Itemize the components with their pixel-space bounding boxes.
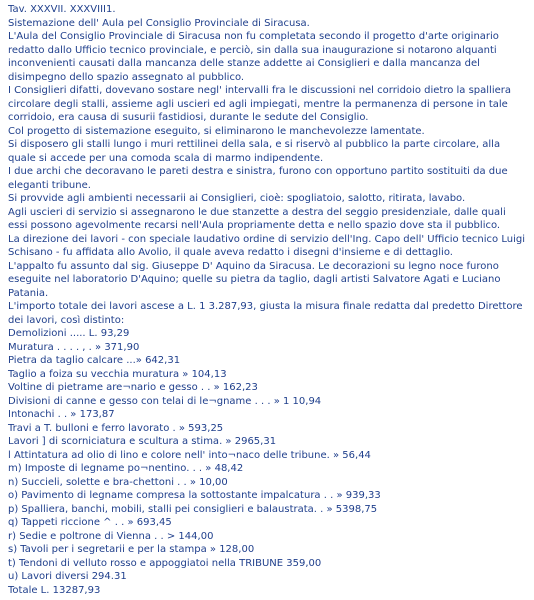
list-item: Pietra da taglio calcare ...» 642,31 [8,355,181,366]
list-item: Lavori ] di scorniciatura e scultura a stima. » 2965,31 [8,436,277,447]
list-item: Demolizioni ..... L. 93,29 [8,328,130,339]
list-item: Voltine di pietrame are¬nario e gesso . . » 162,23 [8,382,258,393]
list-item: n) Succieli, solette e bra-chettoni . . » 10,00 [8,476,228,488]
list-item: m) Imposte di legname po¬nentino. . . » 48,42 [8,463,244,474]
list-item: q) Tappeti riccione ^ . . » 693,45 [8,517,172,528]
list-item: Taglio a foiza su vecchia muratura » 104,13 [8,368,227,380]
list-item: r) Sedie e poltrone di Vienna . . > 144,00 [8,530,214,542]
list-item: l Attintatura ad olio di lino e colore nell' into¬naco delle tribune. » 56,44 [8,449,371,461]
paragraph: La direzione dei lavori - con speciale laudativo ordine di servizio dell'Ing. Capo dell' Ufficio tecnico Luigi Schisano - fu affidata allo Avolio, il quale aveva redatto i disegni d'insieme e di dettaglio. [8,233,525,258]
paragraph: L'importo totale dei lavori ascese a L. 1 3.287,93, giusta la misura finale redatta dal predetto Direttore dei lavori, così distinto: [8,301,523,326]
list-item: Muratura . . . . , . » 371,90 [8,341,140,353]
total-line: Totale L. 13287,93 [8,584,101,596]
list-item: o) Pavimento di legname compresa la sottostante impalcatura . . » 939,33 [8,490,381,501]
document-body [8,30,528,327]
list-item: Travi a T. bulloni e ferro lavorato . » 593,25 [8,422,224,434]
list-item: u) Lavori diversi 294.31 [8,571,127,582]
paragraph: Si provvide agli ambienti necessarii ai Consiglieri, cioè: spogliatoio, salotto, ritirata, lavabo. [8,193,466,204]
paragraph: Agli uscieri di servizio si assegnarono le due stanzette a destra del seggio presidenziale, dalle quali essi possono agevolmente recarsi nell'Aula propriamente detta e nello spazio dove sta il pubblico. [8,206,506,231]
paragraph: L'Aula del Consiglio Provinciale di Siracusa non fu completata secondo il progetto d'arte originario redatto dallo Ufficio tecnico provinciale, e perciò, sin dalla sua inaugurazione si notarono alquanti inconvenienti causati dalla mancanza delle stanze addette ai Consiglieri e dalla mancanza del disimpegno dello spazio assegnato al pubblico. [8,31,499,83]
list-item: t) Tendoni di velluto rosso e appoggiatoi nella TRIBUNE 359,00 [8,557,322,569]
list-item: Divisioni di canne e gesso con telai di le¬gname . . . » 1 10,94 [8,395,322,407]
list-item: s) Tavoli per i segretarii e per la stampa » 128,00 [8,544,255,555]
paragraph: L'appalto fu assunto dal sig. Giuseppe D' Aquino da Siracusa. Le decorazioni su legno noce furono eseguite nel laboratorio D'Aquino; quelle su pietra da taglio, dagli artisti Salvatore Agati e Luciano Patania. [8,260,501,299]
document-title: Sistemazione dell' Aula pel Consiglio Provinciale di Siracusa. [8,17,310,29]
list-item: p) Spalliera, banchi, mobili, stalli pei consiglieri e balaustrata. . » 5398,75 [8,503,378,515]
cost-breakdown-list [8,327,528,597]
paragraph: I Consiglieri difatti, dovevano sostare negl' intervalli fra le discussioni nel corridoio dietro la spalliera circolare degli stalli, assieme agli uscieri ed agli impiegati, mentre la permanenza di persone in tale corridoio, era causa di susurii fastidiosi, durante le sedute del Consiglio. [8,85,512,123]
paragraph: I due archi che decoravano le pareti destra e sinistra, furono con opportuno partito sostituiti da due eleganti tribune. [8,166,508,191]
paragraph: Si disposero gli stalli lungo i muri rettilinei della sala, e si riservò al pubblico la parte circolare, alla quale si accede per una comoda scala di marmo indipendente. [8,139,501,164]
paragraph: Col progetto di sistemazione eseguito, si eliminarono le manchevolezze lamentate. [8,125,425,137]
list-item: Intonachi . . » 173,87 [8,409,115,420]
document-header: Tav. XXXVII. XXXVIII1. [8,4,116,15]
